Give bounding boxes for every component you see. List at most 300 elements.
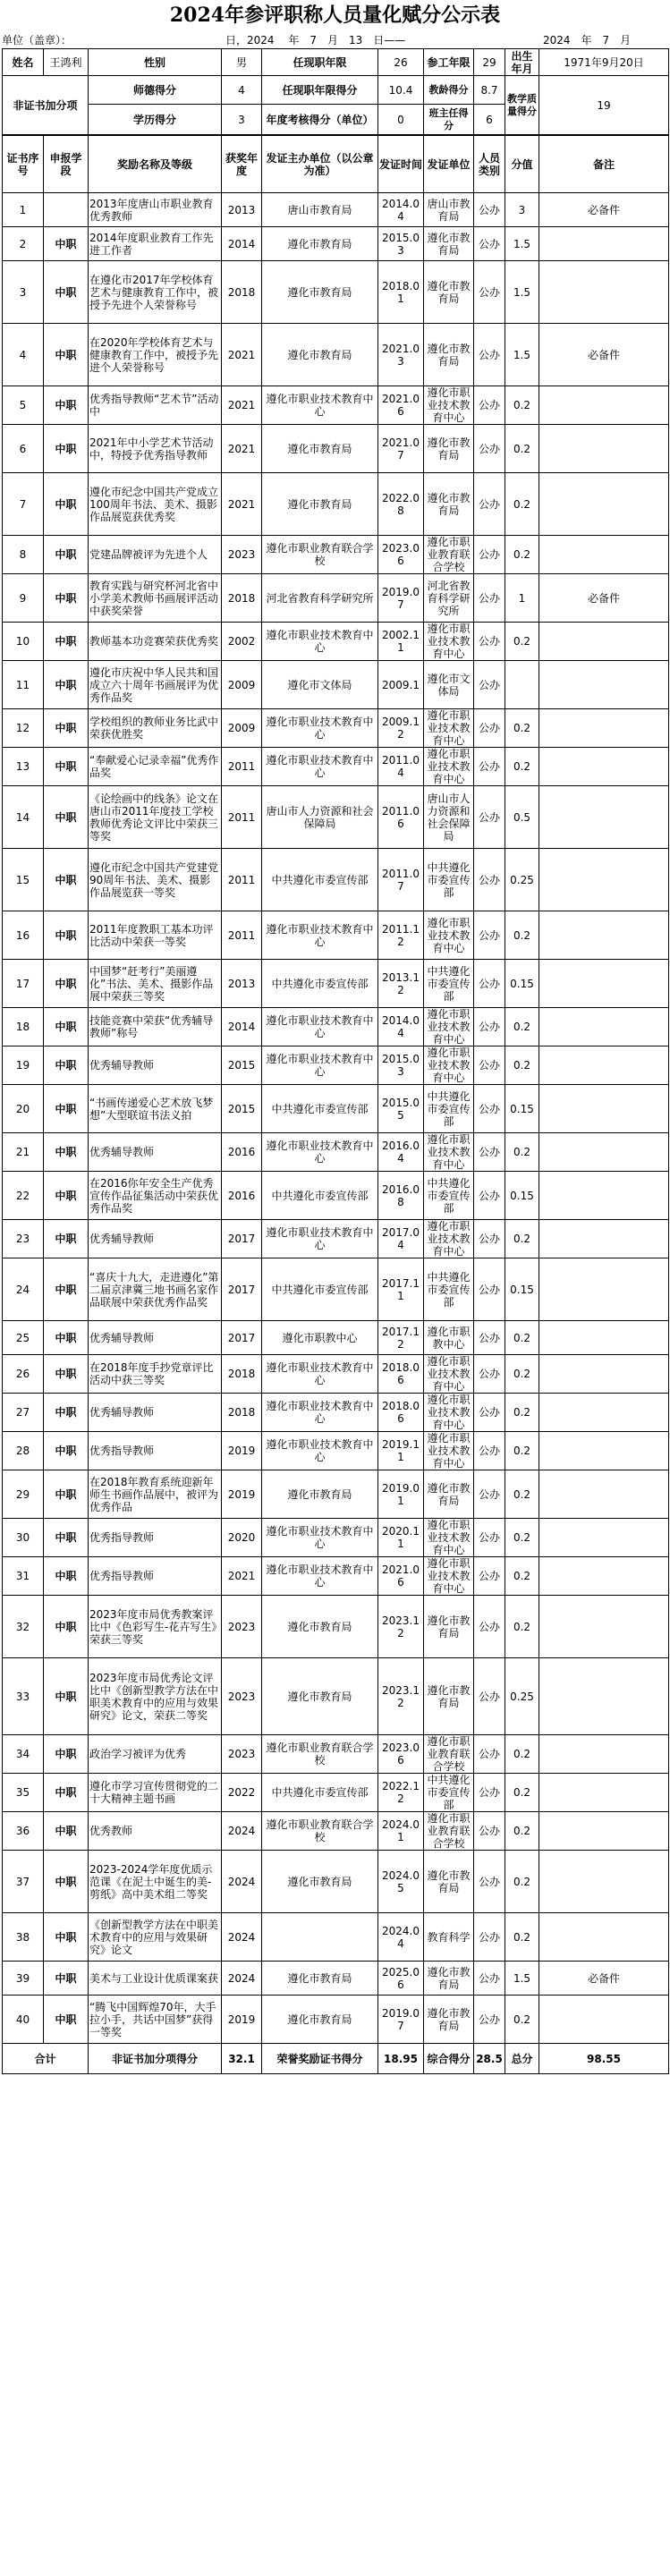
issuer: 遵化市职业技术教育中心 (262, 748, 378, 786)
issuer: 遵化市职业技术教育中心 (262, 1008, 378, 1046)
remark (539, 261, 669, 324)
table-row (3, 786, 669, 849)
annual-score: 0 (378, 105, 424, 135)
table-row (3, 748, 669, 786)
issuer: 遵化市职业技术教育中心 (262, 623, 378, 661)
issuing-unit: 遵化市职业技术教育中心 (424, 623, 474, 661)
remark (539, 386, 669, 425)
remark (539, 1735, 669, 1774)
award-name: 党建品牌被评为先进个人 (89, 536, 222, 574)
issuing-unit: 遵化市教育局 (424, 1596, 474, 1658)
issuing-unit: 遵化市职业技术教育中心 (424, 1432, 474, 1470)
staff-category: 公办 (474, 1394, 505, 1432)
award-year: 2023 (222, 536, 262, 574)
remark: 必备件 (539, 574, 669, 623)
remark (539, 661, 669, 709)
staff-category: 公办 (474, 1355, 505, 1394)
name-value: 王鸿利 (44, 49, 89, 76)
issue-date: 2015.03 (378, 227, 424, 261)
issuing-unit: 中共遵化市委宣传部 (424, 1258, 474, 1321)
remark: 必备件 (539, 324, 669, 386)
award-name: 遵化市学习宣传贯彻党的二十大精神主题书画 (89, 1774, 222, 1812)
award-name: 优秀指导教师 (89, 1432, 222, 1470)
stage: 中职 (44, 1962, 89, 1996)
award-year: 2021 (222, 324, 262, 386)
award-name: 2013年度唐山市职业教育优秀教师 (89, 193, 222, 227)
stage: 中职 (44, 661, 89, 709)
gender-label: 性别 (89, 49, 222, 76)
score: 0.2 (505, 1046, 539, 1085)
award-name: 技能竞赛中荣获“优秀辅导教师”称号 (89, 1008, 222, 1046)
table-row (3, 425, 669, 473)
award-year: 2011 (222, 911, 262, 960)
cert-no: 5 (3, 386, 44, 425)
staff-category: 公办 (474, 1774, 505, 1812)
stage: 中职 (44, 1996, 89, 2044)
cert-no: 28 (3, 1432, 44, 1470)
edu-label: 学历得分 (89, 105, 222, 135)
stage: 中职 (44, 748, 89, 786)
issuing-unit: 遵化市教育局 (424, 324, 474, 386)
award-year: 2014 (222, 227, 262, 261)
award-year: 2018 (222, 1355, 262, 1394)
sum-score: 98.55 (539, 2044, 669, 2074)
award-name: 教育实践与研究杯河北省中小学美术教师书画展评活动中获奖荣誉 (89, 574, 222, 623)
issuing-unit: 中共遵化市委宣传部 (424, 849, 474, 911)
issuer: 中共遵化市委宣传部 (262, 1774, 378, 1812)
stage: 中职 (44, 1085, 89, 1133)
table-row (3, 261, 669, 324)
issue-date: 2018.06 (378, 1394, 424, 1432)
table-row (3, 1470, 669, 1519)
stage: 中职 (44, 1774, 89, 1812)
issuer: 遵化市教育局 (262, 1851, 378, 1913)
totals-row (3, 2044, 669, 2074)
score: 0.2 (505, 1774, 539, 1812)
gender-value: 男 (222, 49, 262, 76)
award-name: 在2020年学校体育艺术与健康教育工作中，被授予先进个人荣誉称号 (89, 324, 222, 386)
stage: 中职 (44, 473, 89, 536)
staff-category: 公办 (474, 386, 505, 425)
head-teacher-label: 班主任得分 (424, 105, 474, 135)
issuer: 遵化市教育局 (262, 1996, 378, 2044)
staff-category: 公办 (474, 574, 505, 623)
award-name: “奉献爱心记录幸福”优秀作品奖 (89, 748, 222, 786)
remark (539, 849, 669, 911)
cert-no: 8 (3, 536, 44, 574)
staff-category: 公办 (474, 960, 505, 1008)
work-years-value: 29 (474, 49, 505, 76)
stage: 中职 (44, 536, 89, 574)
award-name: 优秀辅导教师 (89, 1133, 222, 1172)
score: 0.2 (505, 1735, 539, 1774)
award-year: 2017 (222, 1321, 262, 1355)
score: 1.5 (505, 227, 539, 261)
cert-no: 7 (3, 473, 44, 536)
issuer: 遵化市职业技术教育中心 (262, 1046, 378, 1085)
award-name: 遵化市纪念中国共产党建党90周年书法、美术、摄影作品展览获一等奖 (89, 849, 222, 911)
score: 1.5 (505, 324, 539, 386)
award-name: 优秀辅导教师 (89, 1046, 222, 1085)
award-year: 2020 (222, 1519, 262, 1557)
issue-date: 2023.12 (378, 1596, 424, 1658)
cert-no: 22 (3, 1172, 44, 1220)
table-row (3, 1220, 669, 1258)
staff-category: 公办 (474, 227, 505, 261)
award-year: 2022 (222, 1774, 262, 1812)
stage: 中职 (44, 1258, 89, 1321)
issuer: 唐山市教育局 (262, 193, 378, 227)
issuer (262, 1913, 378, 1962)
issuer: 遵化市职业技术教育中心 (262, 1519, 378, 1557)
issuing-unit: 教育科学 (424, 1913, 474, 1962)
score: 0.2 (505, 1851, 539, 1913)
issue-date: 2015.05 (378, 1085, 424, 1133)
score: 0.2 (505, 1812, 539, 1851)
staff-category: 公办 (474, 661, 505, 709)
stage (44, 193, 89, 227)
cert-no: 21 (3, 1133, 44, 1172)
table-row (3, 1258, 669, 1321)
remark (539, 1008, 669, 1046)
award-year: 2019 (222, 1996, 262, 2044)
award-name: 在2018年教育系统迎新年师生书画作品展中，被评为优秀作品 (89, 1470, 222, 1519)
score: 0.2 (505, 1220, 539, 1258)
table-row (3, 1046, 669, 1085)
stage: 中职 (44, 1596, 89, 1658)
issuing-unit: 遵化市职业技术教育中心 (424, 1220, 474, 1258)
award-year: 2015 (222, 1085, 262, 1133)
honor-score: 18.95 (378, 2044, 424, 2074)
sum-label: 总分 (505, 2044, 539, 2074)
remark (539, 1812, 669, 1851)
issuing-unit: 遵化市职业教育联合学校 (424, 1735, 474, 1774)
award-name: “书画传递爱心艺术放飞梦想”大型联谊书法义拍 (89, 1085, 222, 1133)
award-year: 2019 (222, 1470, 262, 1519)
cert-no: 10 (3, 623, 44, 661)
cert-no: 2 (3, 227, 44, 261)
award-year: 2011 (222, 748, 262, 786)
table-row (3, 1394, 669, 1432)
stage: 中职 (44, 1519, 89, 1557)
issue-date: 2025.06 (378, 1962, 424, 1996)
work-years-label: 参工年限 (424, 49, 474, 76)
score: 0.15 (505, 1258, 539, 1321)
header-cell: 发证单位 (424, 136, 474, 193)
issue-date: 2018.01 (378, 261, 424, 324)
issue-date: 2016.08 (378, 1172, 424, 1220)
staff-category: 公办 (474, 1913, 505, 1962)
cert-no: 39 (3, 1962, 44, 1996)
table-row (3, 324, 669, 386)
non-cert-label: 非证书加分项 (3, 76, 89, 135)
score: 0.2 (505, 911, 539, 960)
staff-category: 公办 (474, 1470, 505, 1519)
staff-category: 公办 (474, 536, 505, 574)
issuing-unit: 遵化市职业技术教育中心 (424, 911, 474, 960)
cert-no: 30 (3, 1519, 44, 1557)
table-row (3, 1519, 669, 1557)
award-year: 2019 (222, 1432, 262, 1470)
head-teacher-score: 6 (474, 105, 505, 135)
table-row (3, 1355, 669, 1394)
issuing-unit: 遵化市职业技术教育中心 (424, 1394, 474, 1432)
award-name: 2023年度市局优秀论文评比中《创新型教学方法在中职美术教育中的应用与效果研究》论文，荣获二等奖 (89, 1658, 222, 1735)
award-name: 2023-2024学年度优质示范课《在泥土中诞生的美-剪纸》高中美术组二等奖 (89, 1851, 222, 1913)
annual-label: 年度考核得分（单位） (262, 105, 378, 135)
header-cell: 奖励名称及等级 (89, 136, 222, 193)
header-cell: 分值 (505, 136, 539, 193)
award-year: 2021 (222, 473, 262, 536)
award-year: 2018 (222, 574, 262, 623)
issuer: 唐山市人力资源和社会保障局 (262, 786, 378, 849)
cert-no: 13 (3, 748, 44, 786)
award-name: “腾飞中国辉煌70年，大手拉小手，共话中国梦”获得一等奖 (89, 1996, 222, 2044)
score: 0.2 (505, 1133, 539, 1172)
cert-no: 6 (3, 425, 44, 473)
remark (539, 1519, 669, 1557)
staff-category: 公办 (474, 1133, 505, 1172)
issuer: 遵化市教育局 (262, 425, 378, 473)
issue-date: 2002.11 (378, 623, 424, 661)
issuing-unit: 遵化市职业技术教育中心 (424, 709, 474, 748)
issue-date: 2015.03 (378, 1046, 424, 1085)
staff-category: 公办 (474, 324, 505, 386)
header-cell: 发证主办单位（以公章为准） (262, 136, 378, 193)
cert-no: 23 (3, 1220, 44, 1258)
issuer: 中共遵化市委宣传部 (262, 1172, 378, 1220)
score: 0.25 (505, 849, 539, 911)
issuer: 遵化市教育局 (262, 324, 378, 386)
issuing-unit: 遵化市职教中心 (424, 1321, 474, 1355)
issuing-unit: 河北省教育科学研究所 (424, 574, 474, 623)
award-year: 2023 (222, 1735, 262, 1774)
stage: 中职 (44, 911, 89, 960)
award-year: 2021 (222, 425, 262, 473)
score: 0.2 (505, 425, 539, 473)
issue-date: 2017.11 (378, 1258, 424, 1321)
score: 0.2 (505, 536, 539, 574)
cert-no: 29 (3, 1470, 44, 1519)
staff-category: 公办 (474, 1432, 505, 1470)
award-year: 2024 (222, 1812, 262, 1851)
issuer: 遵化市职业教育联合学校 (262, 1812, 378, 1851)
award-name: 在2016你年安全生产优秀宣传作品征集活动中荣获优秀作品奖 (89, 1172, 222, 1220)
score: 1.5 (505, 1962, 539, 1996)
cert-no: 18 (3, 1008, 44, 1046)
award-name: 2023年度市局优秀教案评比中《色彩写生-花卉写生》荣获三等奖 (89, 1596, 222, 1658)
table-row (3, 1913, 669, 1962)
edu-score: 3 (222, 105, 262, 135)
award-year: 2013 (222, 193, 262, 227)
award-name: 《创新型教学方法在中职美术教育中的应用与效果研究》论文 (89, 1913, 222, 1962)
issue-date: 2013.12 (378, 960, 424, 1008)
award-year: 2024 (222, 1913, 262, 1962)
issuer: 遵化市文体局 (262, 661, 378, 709)
cert-no: 1 (3, 193, 44, 227)
staff-category: 公办 (474, 709, 505, 748)
remark (539, 1085, 669, 1133)
staff-category: 公办 (474, 1557, 505, 1596)
table-row (3, 623, 669, 661)
remark (539, 911, 669, 960)
cert-no: 25 (3, 1321, 44, 1355)
award-name: “喜庆十九大，走进遵化”第二届京津冀三地书画名家作品联展中荣获优秀作品奖 (89, 1258, 222, 1321)
stage: 中职 (44, 623, 89, 661)
score: 0.5 (505, 786, 539, 849)
issuing-unit: 遵化市教育局 (424, 1996, 474, 2044)
stage: 中职 (44, 1008, 89, 1046)
remark (539, 473, 669, 536)
cert-no: 31 (3, 1557, 44, 1596)
cert-no: 40 (3, 1996, 44, 2044)
issuing-unit: 遵化市教育局 (424, 1470, 474, 1519)
issue-date: 2024.05 (378, 1851, 424, 1913)
issuer: 遵化市教育局 (262, 227, 378, 261)
cert-no: 3 (3, 261, 44, 324)
award-name: 优秀辅导教师 (89, 1394, 222, 1432)
issue-date: 2014.04 (378, 193, 424, 227)
cert-no: 27 (3, 1394, 44, 1432)
issue-date: 2021.06 (378, 386, 424, 425)
issue-date: 2017.12 (378, 1321, 424, 1355)
score: 0.2 (505, 1557, 539, 1596)
award-year: 2021 (222, 1557, 262, 1596)
staff-category: 公办 (474, 1596, 505, 1658)
award-year: 2009 (222, 661, 262, 709)
table-row (3, 1008, 669, 1046)
issue-date: 2018.06 (378, 1355, 424, 1394)
stage: 中职 (44, 709, 89, 748)
issuing-unit: 遵化市职业技术教育中心 (424, 1519, 474, 1557)
issuer: 遵化市职教中心 (262, 1321, 378, 1355)
score: 0.2 (505, 623, 539, 661)
header-cell: 申报学段 (44, 136, 89, 193)
stage: 中职 (44, 960, 89, 1008)
remark (539, 786, 669, 849)
stage: 中职 (44, 1133, 89, 1172)
issuing-unit: 中共遵化市委宣传部 (424, 1085, 474, 1133)
staff-category: 公办 (474, 849, 505, 911)
issue-date: 2023.06 (378, 536, 424, 574)
stage: 中职 (44, 1851, 89, 1913)
stage: 中职 (44, 1394, 89, 1432)
issuing-unit: 遵化市教育局 (424, 1658, 474, 1735)
issuing-unit: 遵化市教育局 (424, 1851, 474, 1913)
total-label: 合计 (3, 2044, 89, 2074)
table-row (3, 1432, 669, 1470)
table-row (3, 473, 669, 536)
table-row (3, 1596, 669, 1658)
issue-date: 2019.07 (378, 1996, 424, 2044)
issuing-unit: 遵化市职业教育联合学校 (424, 1812, 474, 1851)
birth-label: 出生年月 (505, 49, 539, 76)
score: 0.2 (505, 709, 539, 748)
issuing-unit: 遵化市文体局 (424, 661, 474, 709)
issuing-unit: 遵化市职业技术教育中心 (424, 386, 474, 425)
issue-date: 2023.12 (378, 1658, 424, 1735)
staff-category: 公办 (474, 473, 505, 536)
award-year: 2011 (222, 849, 262, 911)
issuer: 遵化市教育局 (262, 1962, 378, 1996)
award-name: 优秀指导教师 (89, 1519, 222, 1557)
issue-date: 2017.04 (378, 1220, 424, 1258)
issuer: 遵化市教育局 (262, 473, 378, 536)
staff-category: 公办 (474, 261, 505, 324)
cert-no: 26 (3, 1355, 44, 1394)
score: 0.25 (505, 1658, 539, 1735)
table-row (3, 536, 669, 574)
table-row (3, 960, 669, 1008)
table-row (3, 709, 669, 748)
award-name: 2021年中小学艺术节活动中，特授予优秀指导教师 (89, 425, 222, 473)
unit-line (2, 30, 668, 48)
remark (539, 1596, 669, 1658)
score: 0.2 (505, 748, 539, 786)
issuing-unit: 遵化市职业技术教育中心 (424, 1133, 474, 1172)
stage: 中职 (44, 386, 89, 425)
issuer: 遵化市职业教育联合学校 (262, 1735, 378, 1774)
issuing-unit: 唐山市人力资源和社会保障局 (424, 786, 474, 849)
stage: 中职 (44, 1355, 89, 1394)
score: 0.2 (505, 1913, 539, 1962)
issuer: 遵化市教育局 (262, 261, 378, 324)
award-year: 2021 (222, 386, 262, 425)
stage: 中职 (44, 849, 89, 911)
table-row (3, 911, 669, 960)
score: 0.2 (505, 1321, 539, 1355)
cert-no: 35 (3, 1774, 44, 1812)
table-row (3, 1962, 669, 1996)
table-row (3, 386, 669, 425)
award-name: 优秀教师 (89, 1812, 222, 1851)
remark (539, 1355, 669, 1394)
header-cell: 人员类别 (474, 136, 505, 193)
award-year: 2017 (222, 1258, 262, 1321)
award-name: 遵化市庆祝中华人民共和国成立六十周年书画展评为优秀作品奖 (89, 661, 222, 709)
stage: 中职 (44, 227, 89, 261)
remark (539, 1432, 669, 1470)
period-start: 日，2024 年 7 月 13 日—— (225, 34, 406, 47)
quality-score: 19 (539, 76, 669, 135)
table-row (3, 1996, 669, 2044)
issue-date: 2021.03 (378, 324, 424, 386)
issuer: 遵化市职业技术教育中心 (262, 1355, 378, 1394)
cert-no: 16 (3, 911, 44, 960)
table-row (3, 1133, 669, 1172)
stage: 中职 (44, 1735, 89, 1774)
stage: 中职 (44, 1470, 89, 1519)
remark (539, 1133, 669, 1172)
staff-category: 公办 (474, 1008, 505, 1046)
teaching-age-label: 教龄得分 (424, 76, 474, 105)
staff-category: 公办 (474, 1085, 505, 1133)
score: 1.5 (505, 261, 539, 324)
header-cell: 证书序号 (3, 136, 44, 193)
cert-no: 19 (3, 1046, 44, 1085)
stage: 中职 (44, 1658, 89, 1735)
overall-score: 28.5 (474, 2044, 505, 2074)
remark: 必备件 (539, 193, 669, 227)
table-row (3, 1851, 669, 1913)
cert-no: 11 (3, 661, 44, 709)
non-cert-total-label: 非证书加分项得分 (89, 2044, 222, 2074)
staff-category: 公办 (474, 1046, 505, 1085)
issue-date: 2011.04 (378, 748, 424, 786)
remark (539, 623, 669, 661)
table-row (3, 1557, 669, 1596)
score: 0.15 (505, 1172, 539, 1220)
